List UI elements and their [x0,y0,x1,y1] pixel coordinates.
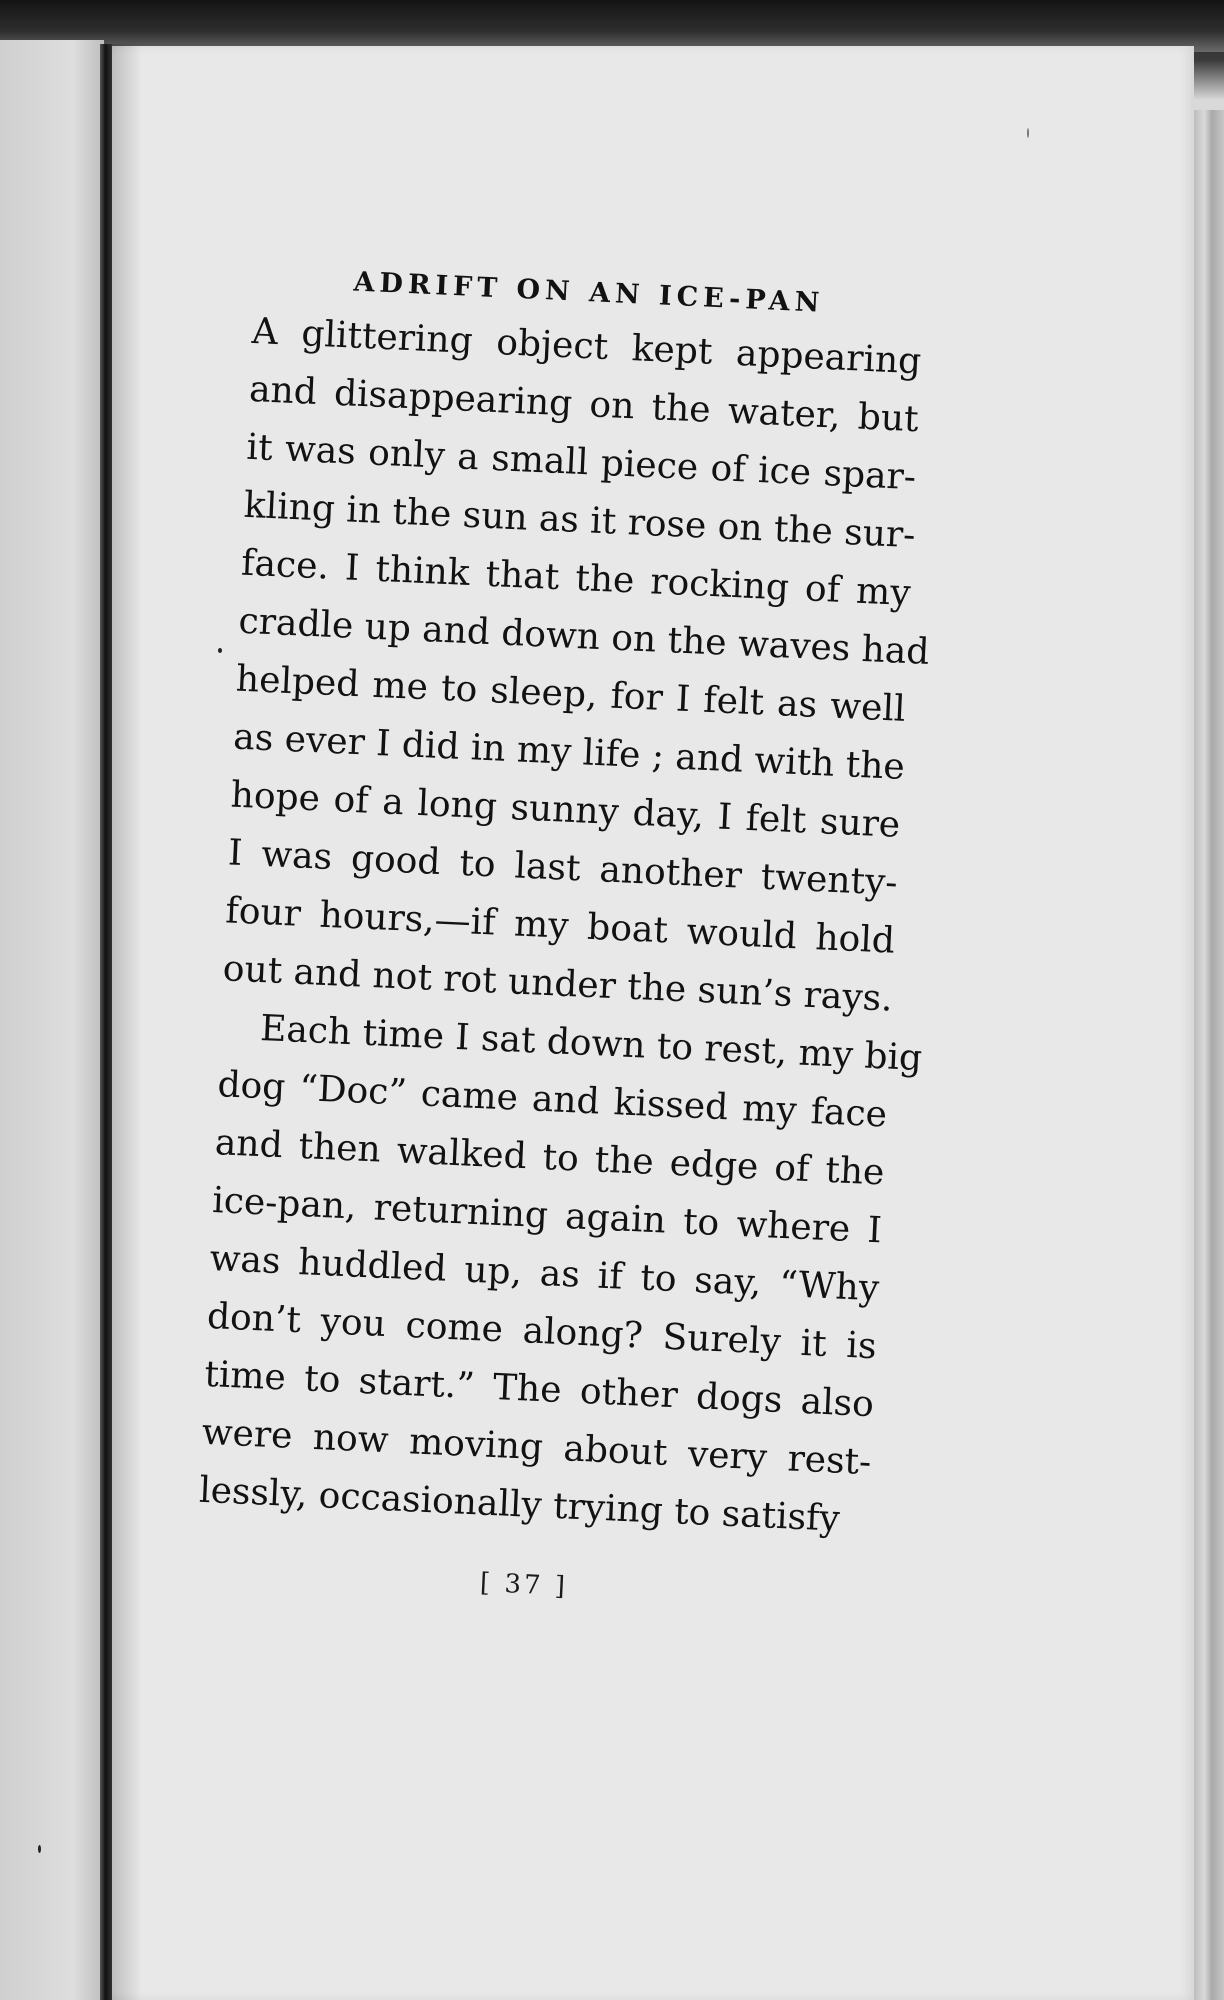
text-line: lessly, occasionally trying to satisfy [198,1469,841,1540]
text-line: was huddled up, as if to say, “Why [208,1237,880,1310]
text-line: four hours,—if my boat would hold [224,890,896,962]
text-line: Each time I sat down to rest, my big [259,1008,924,1080]
text-line: ice-pan, returning again to where I [211,1180,883,1252]
text-line: helped me to sleep, for I felt as well [235,658,907,730]
text-line: hope of a long sunny day, I felt sure [229,774,902,846]
text-line: kling in the sun as it rose on the sur- [243,484,917,557]
text-line: face. I think that the rocking of my [240,542,912,615]
page-number: [ 37 ] [479,1568,569,1602]
text-line: time to start.” The other dogs also [203,1353,875,1426]
running-head: ADRIFT ON AN ICE-PAN [352,266,825,319]
scan-speck [38,1845,41,1853]
text-line: dog “Doc” came and kissed my face [216,1064,888,1136]
scan-speck [218,648,222,653]
page-text [198,262,931,1550]
gutter-shadow [112,44,142,2000]
text-line: don’t you come along? Surely it is [206,1295,878,1368]
page-stack-edge [1194,110,1224,2000]
text-line: it was only a small piece of ice spar- [245,426,917,499]
scan-speck [1027,128,1029,138]
text-line: and disappearing on the water, but [248,368,920,441]
facing-page-edge [0,40,104,2000]
paragraph [221,303,931,1029]
text-line: cradle up and down on the waves had [237,600,931,673]
text-line: were now moving about very rest- [200,1411,873,1484]
text-line: as ever I did in my life ; and with the [232,716,906,788]
text-line: A glittering object kept appearing [250,310,923,383]
text-line: I was good to last another twenty- [227,832,899,904]
book-gutter [100,44,112,2000]
paragraph [198,998,924,1550]
text-line: out and not rot under the sun’s rays. [221,948,894,1020]
text-line: and then walked to the edge of the [214,1122,886,1194]
body-text [198,303,931,1550]
scan-top-shadow [0,0,1224,52]
